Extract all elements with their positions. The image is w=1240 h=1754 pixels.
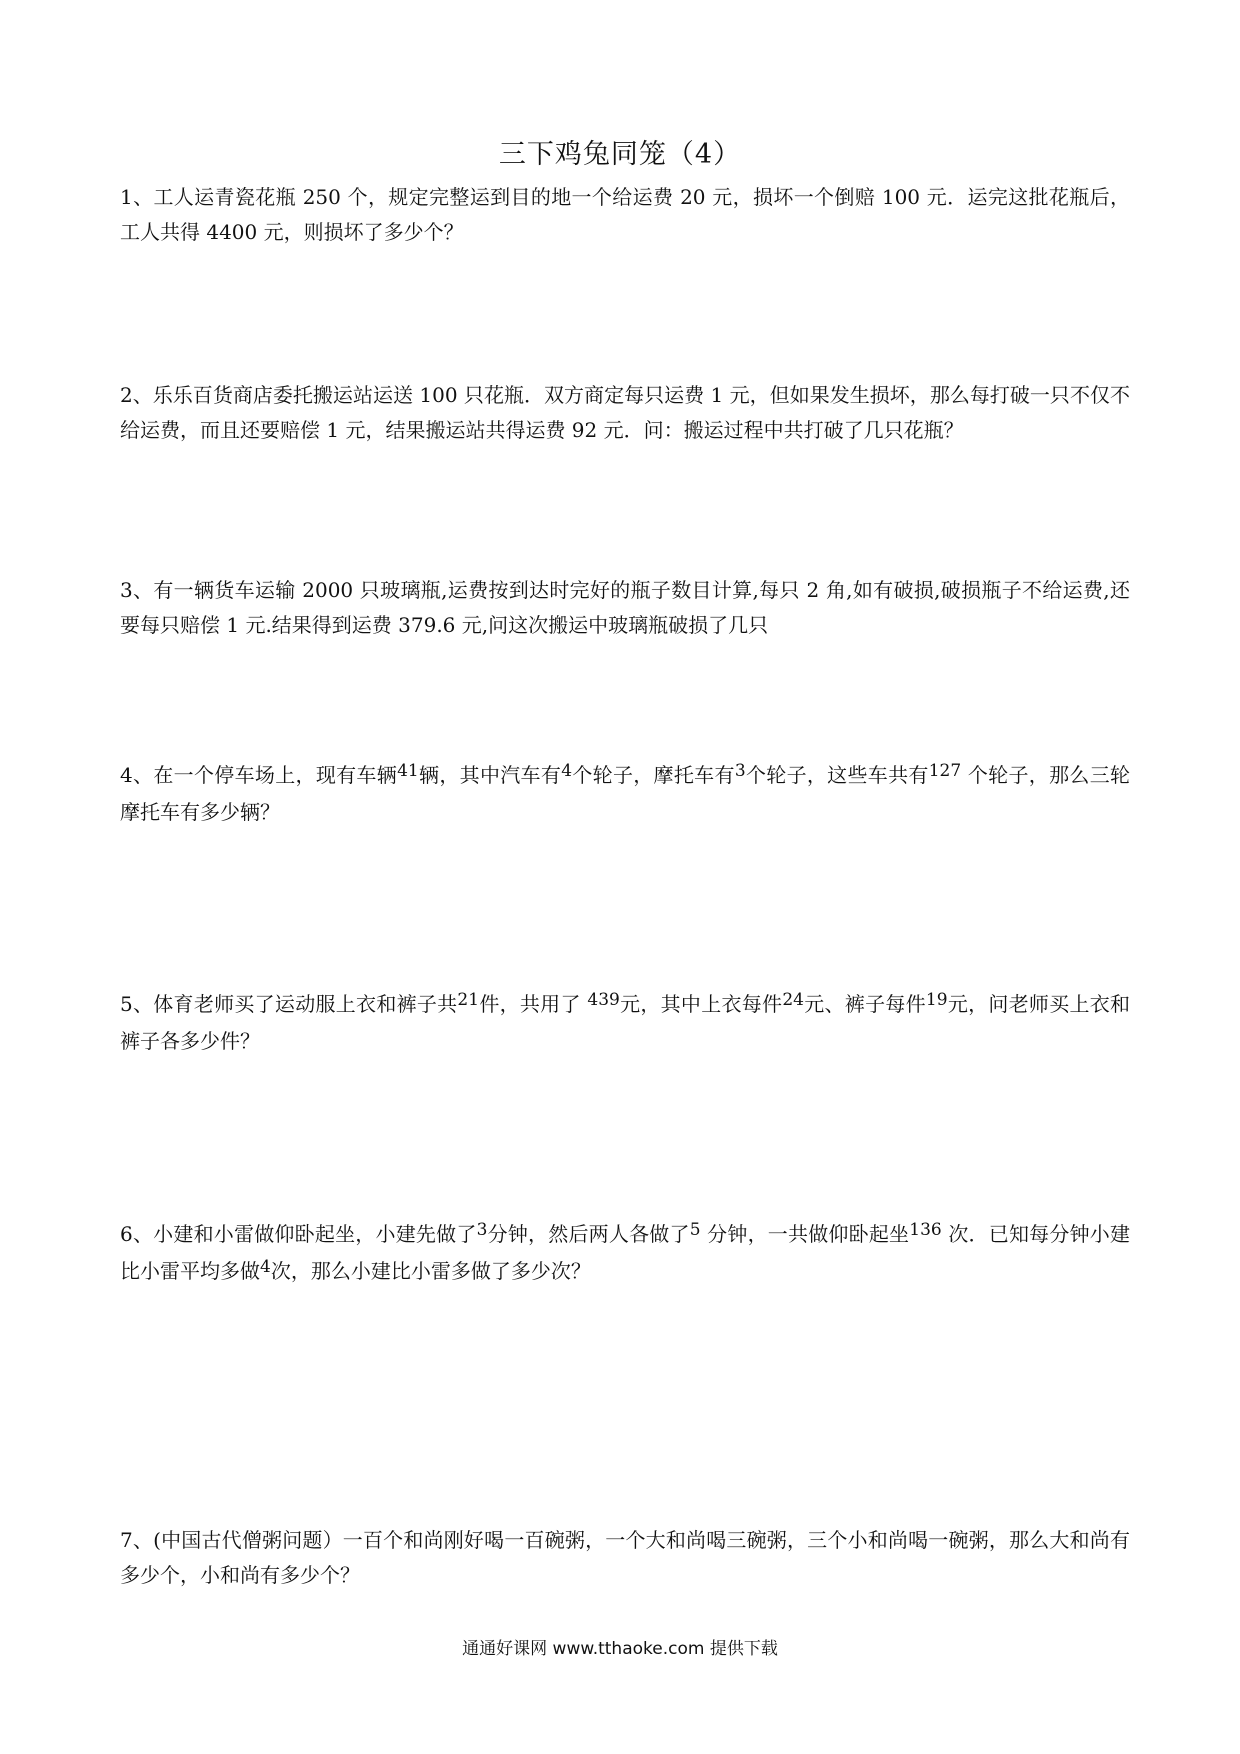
problem-text: 元，其中上衣每件 (619, 992, 783, 1016)
problem-number: 4 (561, 761, 573, 781)
problem-text: 6、小建和小雷做仰卧起坐，小建先做了 (120, 1222, 477, 1246)
page-title: 三下鸡兔同笼（4） (498, 139, 742, 170)
problem-number: 21 (457, 990, 480, 1010)
problem-number: 3 (734, 761, 746, 781)
problem-text: 个轮子，那么三轮摩托车有多少辆？ (120, 763, 1131, 824)
problem-5 (120, 987, 1130, 1059)
problem-6 (120, 1217, 1130, 1291)
problem-number: 24 (782, 990, 804, 1010)
problem-text: 件，共用了 (479, 992, 581, 1016)
page-footer: 通通好课网 www.tthaoke.com 提供下载 (462, 1639, 778, 1659)
problem-number: 5 (689, 1220, 701, 1240)
problem-1: 1、工人运青瓷花瓶 250 个，规定完整运到目的地一个给运费 20 元，损坏一个倒赔 100 元．运完这批花瓶后，工人共得 4400 元，则损坏了多少个？ (120, 185, 1130, 244)
problem-number: 3 (476, 1220, 488, 1240)
problem-text: 元、裤子每件 (803, 992, 926, 1016)
problem-number: 4 (260, 1257, 271, 1277)
problem-3: 3、有一辆货车运输 2000 只玻璃瓶,运费按到达时完好的瓶子数目计算,每只 2 角,如有破损,破损瓶子不给运费,还要每只赔偿 1 元.结果得到运费 379.6 元,问这次搬运中玻璃瓶破损了几只 (120, 578, 1130, 637)
problem-text: 5、体育老师买了运动服上衣和裤子共 (120, 992, 458, 1016)
problem-number: 19 (925, 990, 948, 1010)
problem-number: 127 (928, 761, 962, 781)
problem-number: 439 (587, 990, 620, 1010)
problem-text: 分钟，然后两人各做了 (487, 1222, 690, 1246)
problem-number: 41 (397, 761, 419, 781)
problem-text: 次，那么小建比小雷多做了多少次？ (270, 1259, 591, 1283)
problem-text: 个轮子，摩托车有 (572, 763, 735, 787)
problem-text: 元，问老师买上衣和裤子各多少件？ (120, 992, 1131, 1053)
problem-2: 2、乐乐百货商店委托搬运站运送 100 只花瓶．双方商定每只运费 1 元，但如果发生损坏，那么每打破一只不仅不给运费，而且还要赔偿 1 元，结果搬运站共得运费 92 元．问：搬运过程中共打破了几只花瓶？ (120, 383, 1130, 442)
problem-7: 7、(中国古代僧粥问题）一百个和尚刚好喝一百碗粥，一个大和尚喝三碗粥，三个小和尚喝一碗粥，那么大和尚有多少个，小和尚有多少个？ (120, 1528, 1130, 1587)
problem-text: 个轮子，这些车共有 (745, 763, 929, 787)
problem-4 (120, 758, 1130, 830)
problem-text: 分钟，一共做仰卧起坐 (707, 1222, 910, 1246)
problem-text: 次．已知每分钟小建比小雷平均多做 (120, 1222, 1131, 1283)
problem-number: 136 (909, 1220, 942, 1240)
problem-text: 4、在一个停车场上，现有车辆 (120, 763, 398, 787)
problem-text: 辆，其中汽车有 (418, 763, 562, 787)
